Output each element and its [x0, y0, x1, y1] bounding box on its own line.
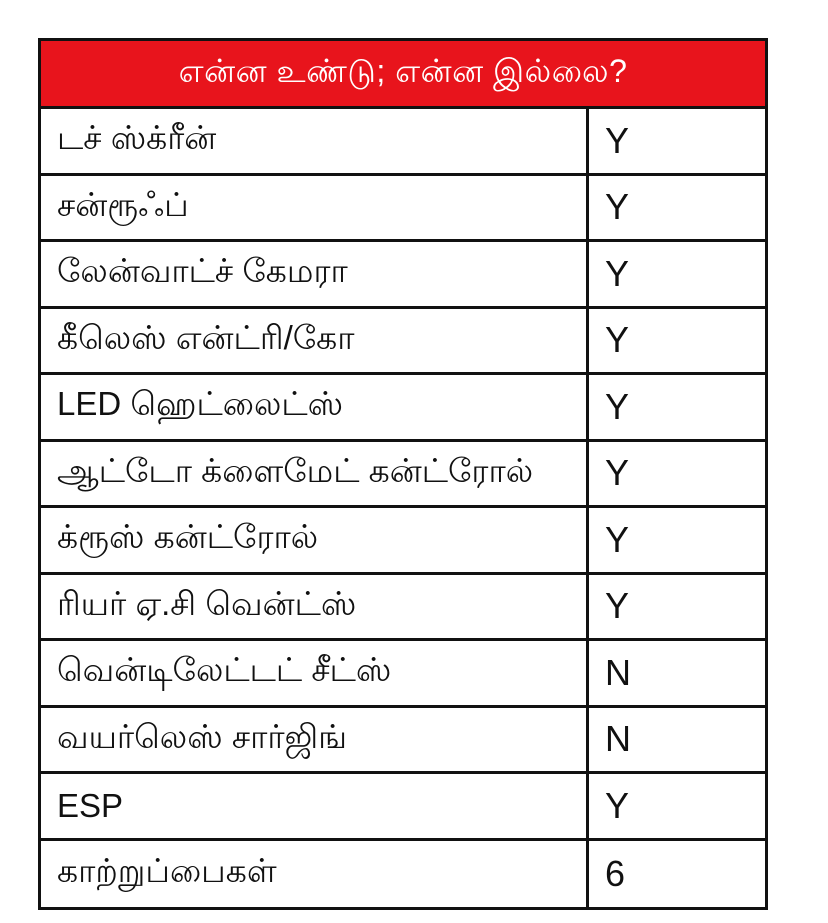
table-row [41, 575, 765, 642]
table-row [41, 375, 765, 442]
table-row [41, 841, 765, 908]
table-row [41, 708, 765, 775]
value-cell: Y [605, 452, 630, 494]
value-cell: Y [605, 784, 630, 826]
table-row [41, 242, 765, 309]
value-cell: Y [605, 252, 630, 294]
feature-cell: டச் ஸ்க்ரீன் [41, 109, 589, 173]
table-title: என்ன உண்டு; என்ன இல்லை? [41, 41, 765, 109]
feature-cell: சன்ரூஃப் [41, 176, 589, 240]
feature-cell: க்ரூஸ் கன்ட்ரோல் [41, 508, 589, 572]
feature-cell: LED ஹெட்லைட்ஸ் [41, 375, 589, 439]
feature-cell: ரியர் ஏ.சி வென்ட்ஸ் [41, 575, 589, 639]
value-cell: Y [605, 186, 630, 228]
table-row [41, 309, 765, 376]
value-cell: 6 [605, 852, 626, 894]
table-row [41, 774, 765, 841]
feature-cell: கீலெஸ் என்ட்ரி/கோ [41, 309, 589, 373]
table-row [41, 109, 765, 176]
value-cell: Y [605, 585, 630, 627]
value-cell: Y [605, 518, 630, 560]
table-row [41, 442, 765, 509]
table-row [41, 641, 765, 708]
feature-cell: லேன்வாட்ச் கேமரா [41, 242, 589, 306]
feature-cell: காற்றுப்பைகள் [41, 841, 589, 908]
table-row [41, 176, 765, 243]
value-cell: N [605, 651, 631, 693]
value-cell: N [605, 718, 631, 760]
feature-cell: வயர்லெஸ் சார்ஜிங் [41, 708, 589, 772]
value-cell: Y [605, 119, 630, 161]
features-table [38, 38, 768, 910]
value-cell: Y [605, 385, 630, 427]
feature-cell: வென்டிலேட்டட் சீட்ஸ் [41, 641, 589, 705]
value-cell: Y [605, 319, 630, 361]
table-row [41, 508, 765, 575]
feature-cell: ஆட்டோ க்ளைமேட் கன்ட்ரோல் [41, 442, 589, 506]
feature-cell: ESP [41, 774, 589, 838]
